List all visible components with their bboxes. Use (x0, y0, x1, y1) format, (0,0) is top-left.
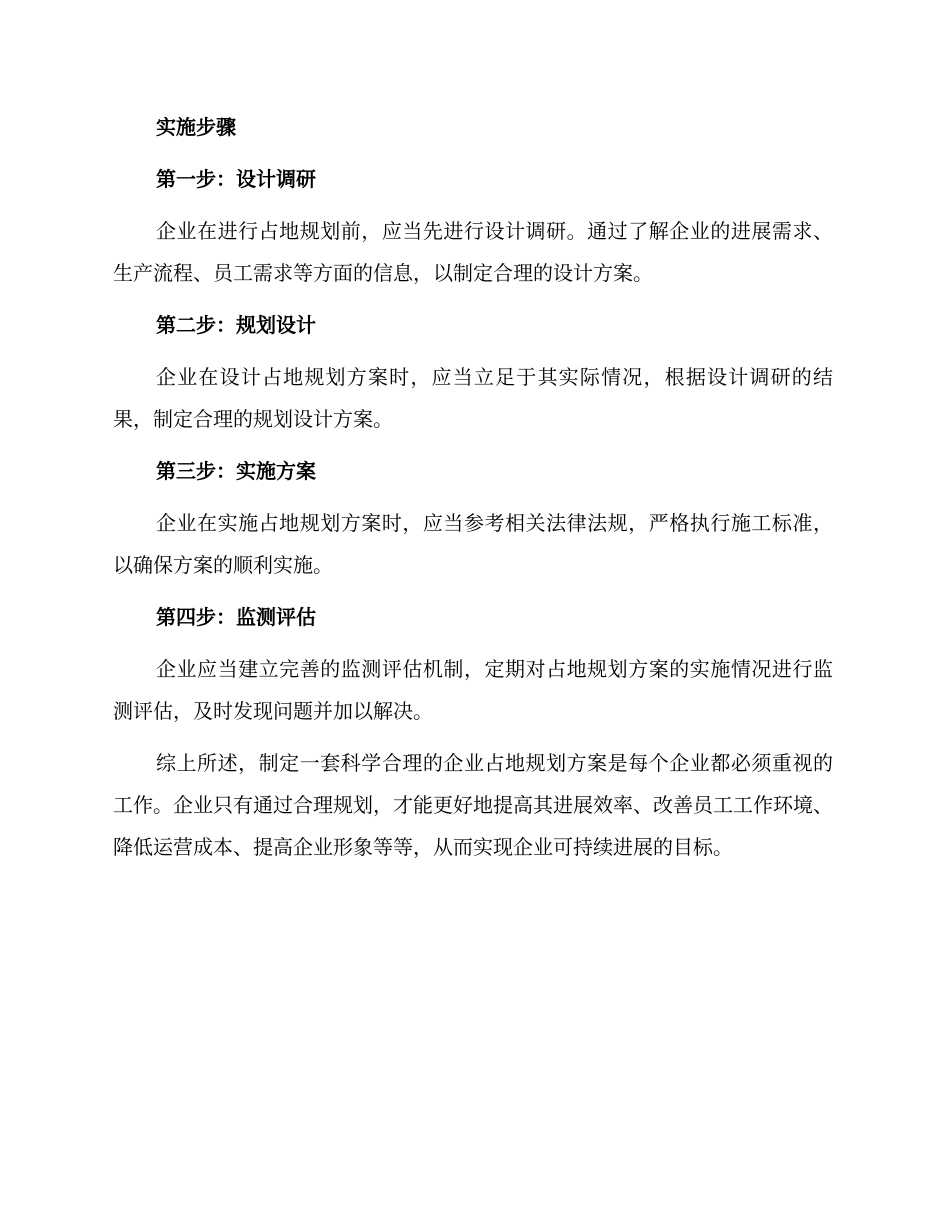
step-3-paragraph: 企业在实施占地规划方案时，应当参考相关法律法规，严格执行施工标准，以确保方案的顺利实施。 (113, 511, 833, 577)
conclusion-paragraph: 综上所述，制定一套科学合理的企业占地规划方案是每个企业都必须重视的工作。企业只有通过合理规划，才能更好地提高其进展效率、改善员工工作环境、降低运营成本、提高企业形象等等，从而实现企业可持续进展的目标。 (113, 751, 833, 859)
step-4-paragraph: 企业应当建立完善的监测评估机制，定期对占地规划方案的实施情况进行监测评估，及时发现问题并加以解决。 (113, 657, 833, 723)
document-body (113, 106, 833, 878)
step-1-paragraph: 企业在进行占地规划前，应当先进行设计调研。通过了解企业的进展需求、生产流程、员工需求等方面的信息，以制定合理的设计方案。 (113, 219, 833, 285)
step-2-heading: 第二步：规划设计 (156, 313, 316, 337)
step-1-heading: 第一步：设计调研 (156, 167, 316, 191)
step-2-paragraph: 企业在设计占地规划方案时，应当立足于其实际情况，根据设计调研的结果，制定合理的规划设计方案。 (113, 365, 833, 431)
step-3-heading: 第三步：实施方案 (156, 459, 316, 483)
section-title: 实施步骤 (156, 115, 236, 139)
step-4-heading: 第四步：监测评估 (156, 605, 316, 629)
